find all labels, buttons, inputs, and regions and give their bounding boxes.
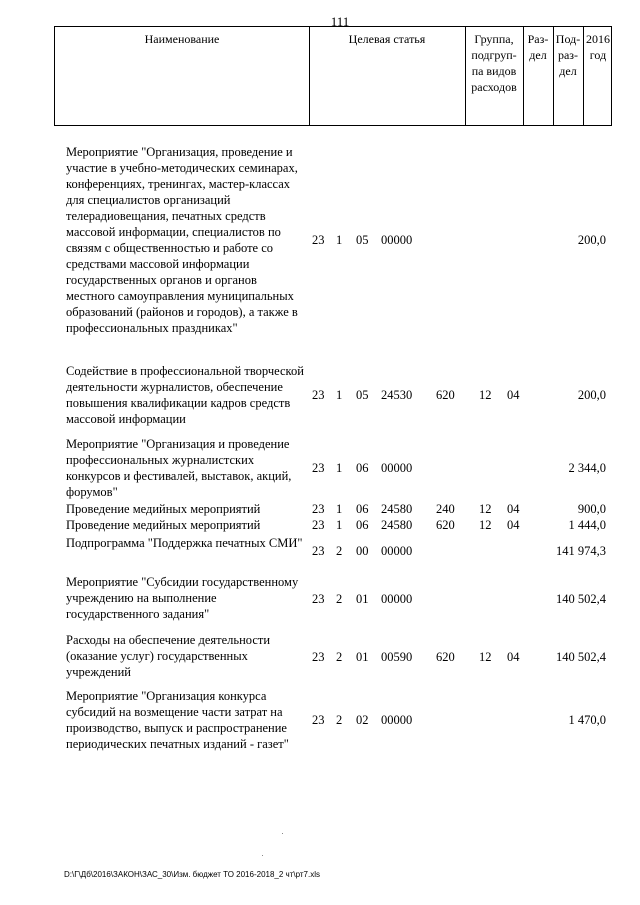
code-4: 00000 [381,713,413,727]
row-name: Мероприятие "Организация конкурса субсидий на возмещение части затрат на производство, выпуск и распространение периодических печатных изданий - газет" [66,689,289,751]
code-4: 00000 [381,233,413,247]
amount: 2 344,0 [568,461,606,475]
group-code: 620 [436,650,455,664]
section-code: 12 [479,388,492,402]
section-code: 12 [479,502,492,516]
code-1: 23 [312,518,325,532]
page-number: 111 [330,14,350,29]
code-4: 24580 [381,502,413,516]
row-name: Проведение медийных мероприятий [66,518,261,532]
file-path-footer: D:\Г\Дб\2016\ЗАКОН\ЗАС_30\Изм. бюджет ТО 2016-2018_2 чт\рт7.xls [64,870,320,879]
code-3: 06 [356,518,369,532]
header-group: Группа, подгруп- па видов расходов [471,32,517,94]
header-year: 2016 год [586,32,610,62]
code-1: 23 [312,233,325,247]
section-code: 12 [479,518,492,532]
code-4: 00000 [381,592,413,606]
code-4: 00000 [381,461,413,475]
amount: 900,0 [577,502,606,516]
code-2: 2 [336,592,343,606]
header-name: Наименование [144,32,220,46]
amount: 200,0 [577,233,606,247]
code-3: 05 [356,388,369,402]
code-2: 1 [336,233,343,247]
code-3: 01 [356,650,369,664]
row-name: Проведение медийных мероприятий [66,502,261,516]
header-section: Раз- дел [527,32,549,62]
row-name: Мероприятие "Организация и проведение профессиональных журналистских конкурсов и фестивалей, выставок, акций, форумов" [66,437,292,499]
subsection-code: 04 [507,650,520,664]
code-2: 2 [336,713,343,727]
code-1: 23 [312,388,325,402]
header-subsection: Под- раз- дел [555,32,581,78]
amount: 200,0 [577,388,606,402]
subsection-code: 04 [507,502,520,516]
group-code: 620 [436,388,455,402]
code-3: 02 [356,713,369,727]
code-1: 23 [312,592,325,606]
code-4: 24580 [381,518,413,532]
code-1: 23 [312,544,325,558]
amount: 1 470,0 [568,713,606,727]
amount: 140 502,4 [556,650,606,664]
section-code: 12 [479,650,492,664]
group-code: 240 [436,502,455,516]
code-3: 06 [356,502,369,516]
code-2: 1 [336,461,343,475]
subsection-code: 04 [507,518,520,532]
row-name: Подпрограмма "Поддержка печатных СМИ" [66,536,303,550]
code-4: 00000 [381,544,413,558]
code-2: 1 [336,518,343,532]
subsection-code: 04 [507,388,520,402]
code-4: 24530 [381,388,413,402]
code-4: 00590 [381,650,413,664]
amount: 141 974,3 [556,544,606,558]
code-2: 1 [336,502,343,516]
code-1: 23 [312,650,325,664]
table-header [54,26,612,126]
code-1: 23 [312,502,325,516]
scan-speck [262,855,263,856]
scan-speck [282,833,283,834]
code-2: 1 [336,388,343,402]
code-3: 00 [356,544,369,558]
code-2: 2 [336,544,343,558]
code-1: 23 [312,461,325,475]
row-name: Содействие в профессиональной творческой деятельности журналистов, обеспечение повышения квалификации кадров средств массовой информации [66,364,304,426]
amount: 140 502,4 [556,592,606,606]
group-code: 620 [436,518,455,532]
code-3: 06 [356,461,369,475]
amount: 1 444,0 [568,518,606,532]
row-name: Мероприятие "Субсидии государственному учреждению на выполнение государственного задания" [66,575,299,621]
code-3: 05 [356,233,369,247]
code-1: 23 [312,713,325,727]
row-name: Мероприятие "Организация, проведение и участие в учебно-методических семинарах, конференциях, тренингах, мастер-классах для специалистов организаций телерадиовещания, печатных средств массовой информации, специалистов по связям с общественностью и работе со средствами массовой информации государственных органов и органов местного самоуправления муниципальных образований (районов и городов), а также в профессиональных праздниках" [66,145,298,335]
header-target: Целевая статья [348,32,426,46]
code-2: 2 [336,650,343,664]
code-3: 01 [356,592,369,606]
row-name: Расходы на обеспечение деятельности (оказание услуг) государственных учреждений [66,633,271,679]
